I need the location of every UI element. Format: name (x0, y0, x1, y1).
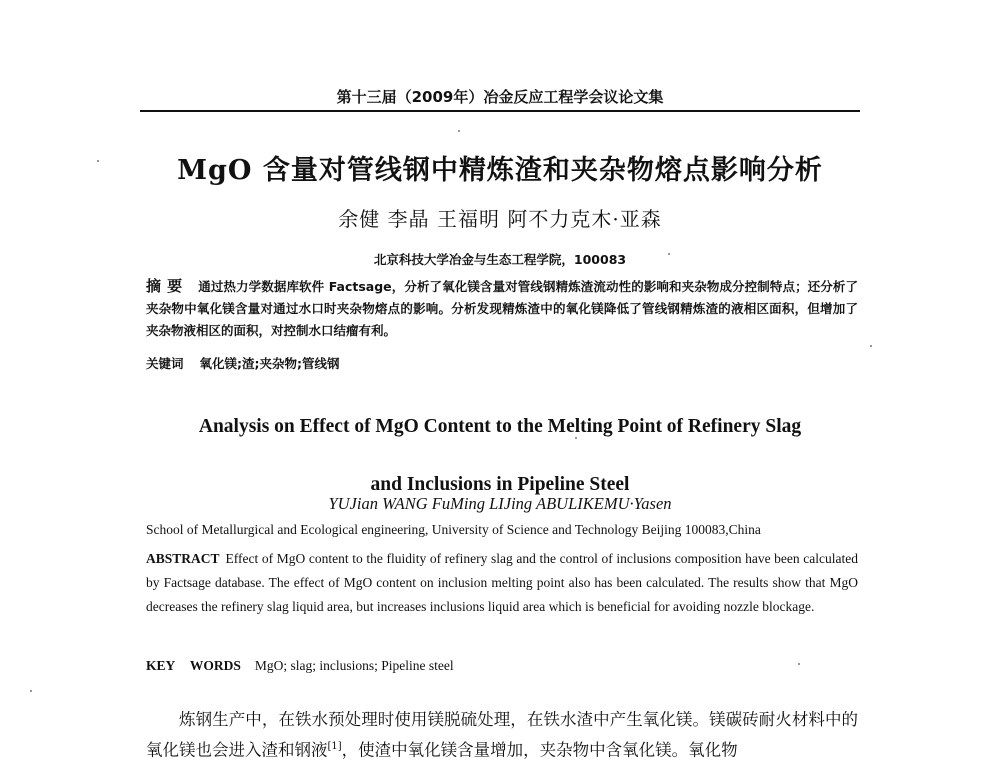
scan-speck (870, 345, 872, 347)
body-paragraph (146, 706, 858, 764)
english-keywords-label: KEY WORDS (146, 658, 241, 673)
chinese-title: MgO 含量对管线钢中精炼渣和夹杂物熔点影响分析 (177, 155, 823, 186)
chinese-affiliation: 北京科技大学冶金与生态工程学院，100083 (373, 252, 627, 267)
english-title-line-1: Analysis on Effect of MgO Content to the Melting Point of Refinery Slag (198, 416, 802, 437)
english-abstract-label: ABSTRACT (146, 551, 220, 566)
english-abstract (146, 547, 858, 619)
body-text-part-2: ，使渣中氧化镁含量增加，夹杂物中含氧化镁。氧化物 (341, 740, 738, 760)
english-keywords-text: MgO; slag; inclusions; Pipeline steel (254, 658, 454, 673)
scan-speck (30, 690, 32, 692)
body-text-part-1: 炼钢生产中，在铁水预处理时使用镁脱硫处理，在铁水渣中产生氧化镁。镁碳砖耐火材料中的氧化镁也会进入渣和钢液 (146, 710, 858, 760)
english-keywords (146, 658, 858, 674)
chinese-abstract-label: 摘要 (146, 277, 189, 295)
chinese-abstract (146, 275, 858, 342)
english-authors: YUJian WANG FuMing LIJing ABULIKEMU·Yasen (328, 494, 672, 513)
chinese-keywords-label: 关键词 (146, 356, 184, 371)
english-affiliation: School of Metallurgical and Ecological engineering, University of Science and Technology Beijing 100083,China (146, 522, 761, 537)
scan-speck (668, 253, 670, 255)
chinese-abstract-text: 通过热力学数据库软件 Factsage，分析了氧化镁含量对管线钢精炼渣流动性的影响和夹杂物成分控制特点；还分析了夹杂物中氧化镁含量对通过水口时夹杂物熔点的影响。分析发现精炼渣中的氧化镁降低了管线钢精炼渣的液相区面积，但增加了夹杂物液相区的面积，对控制水口结瘤有利。 (146, 279, 858, 338)
scan-speck (458, 130, 460, 132)
running-header: 第十三届（2009年）冶金反应工程学会议论文集 (336, 88, 664, 106)
chinese-keywords (146, 354, 858, 372)
chinese-keywords-text: 氧化镁;渣;夹杂物;管线钢 (199, 356, 340, 371)
scan-speck (575, 437, 577, 439)
citation-marker: [1] (327, 741, 342, 752)
chinese-authors: 余健 李晶 王福明 阿不力克木·亚森 (338, 207, 662, 231)
scan-speck (798, 663, 800, 665)
english-title-line-2: and Inclusions in Pipeline Steel (370, 474, 630, 495)
scan-speck (97, 160, 99, 162)
header-rule (140, 110, 860, 112)
english-abstract-text: Effect of MgO content to the fluidity of refinery slag and the control of inclusions composition have been calculated by Factsage database. The effect of MgO content on inclusion melting point also has been calculated. The results show that MgO decreases the refinery slag liquid area, but increases inclusions liquid area which is beneficial for avoiding nozzle blockage. (146, 551, 858, 614)
